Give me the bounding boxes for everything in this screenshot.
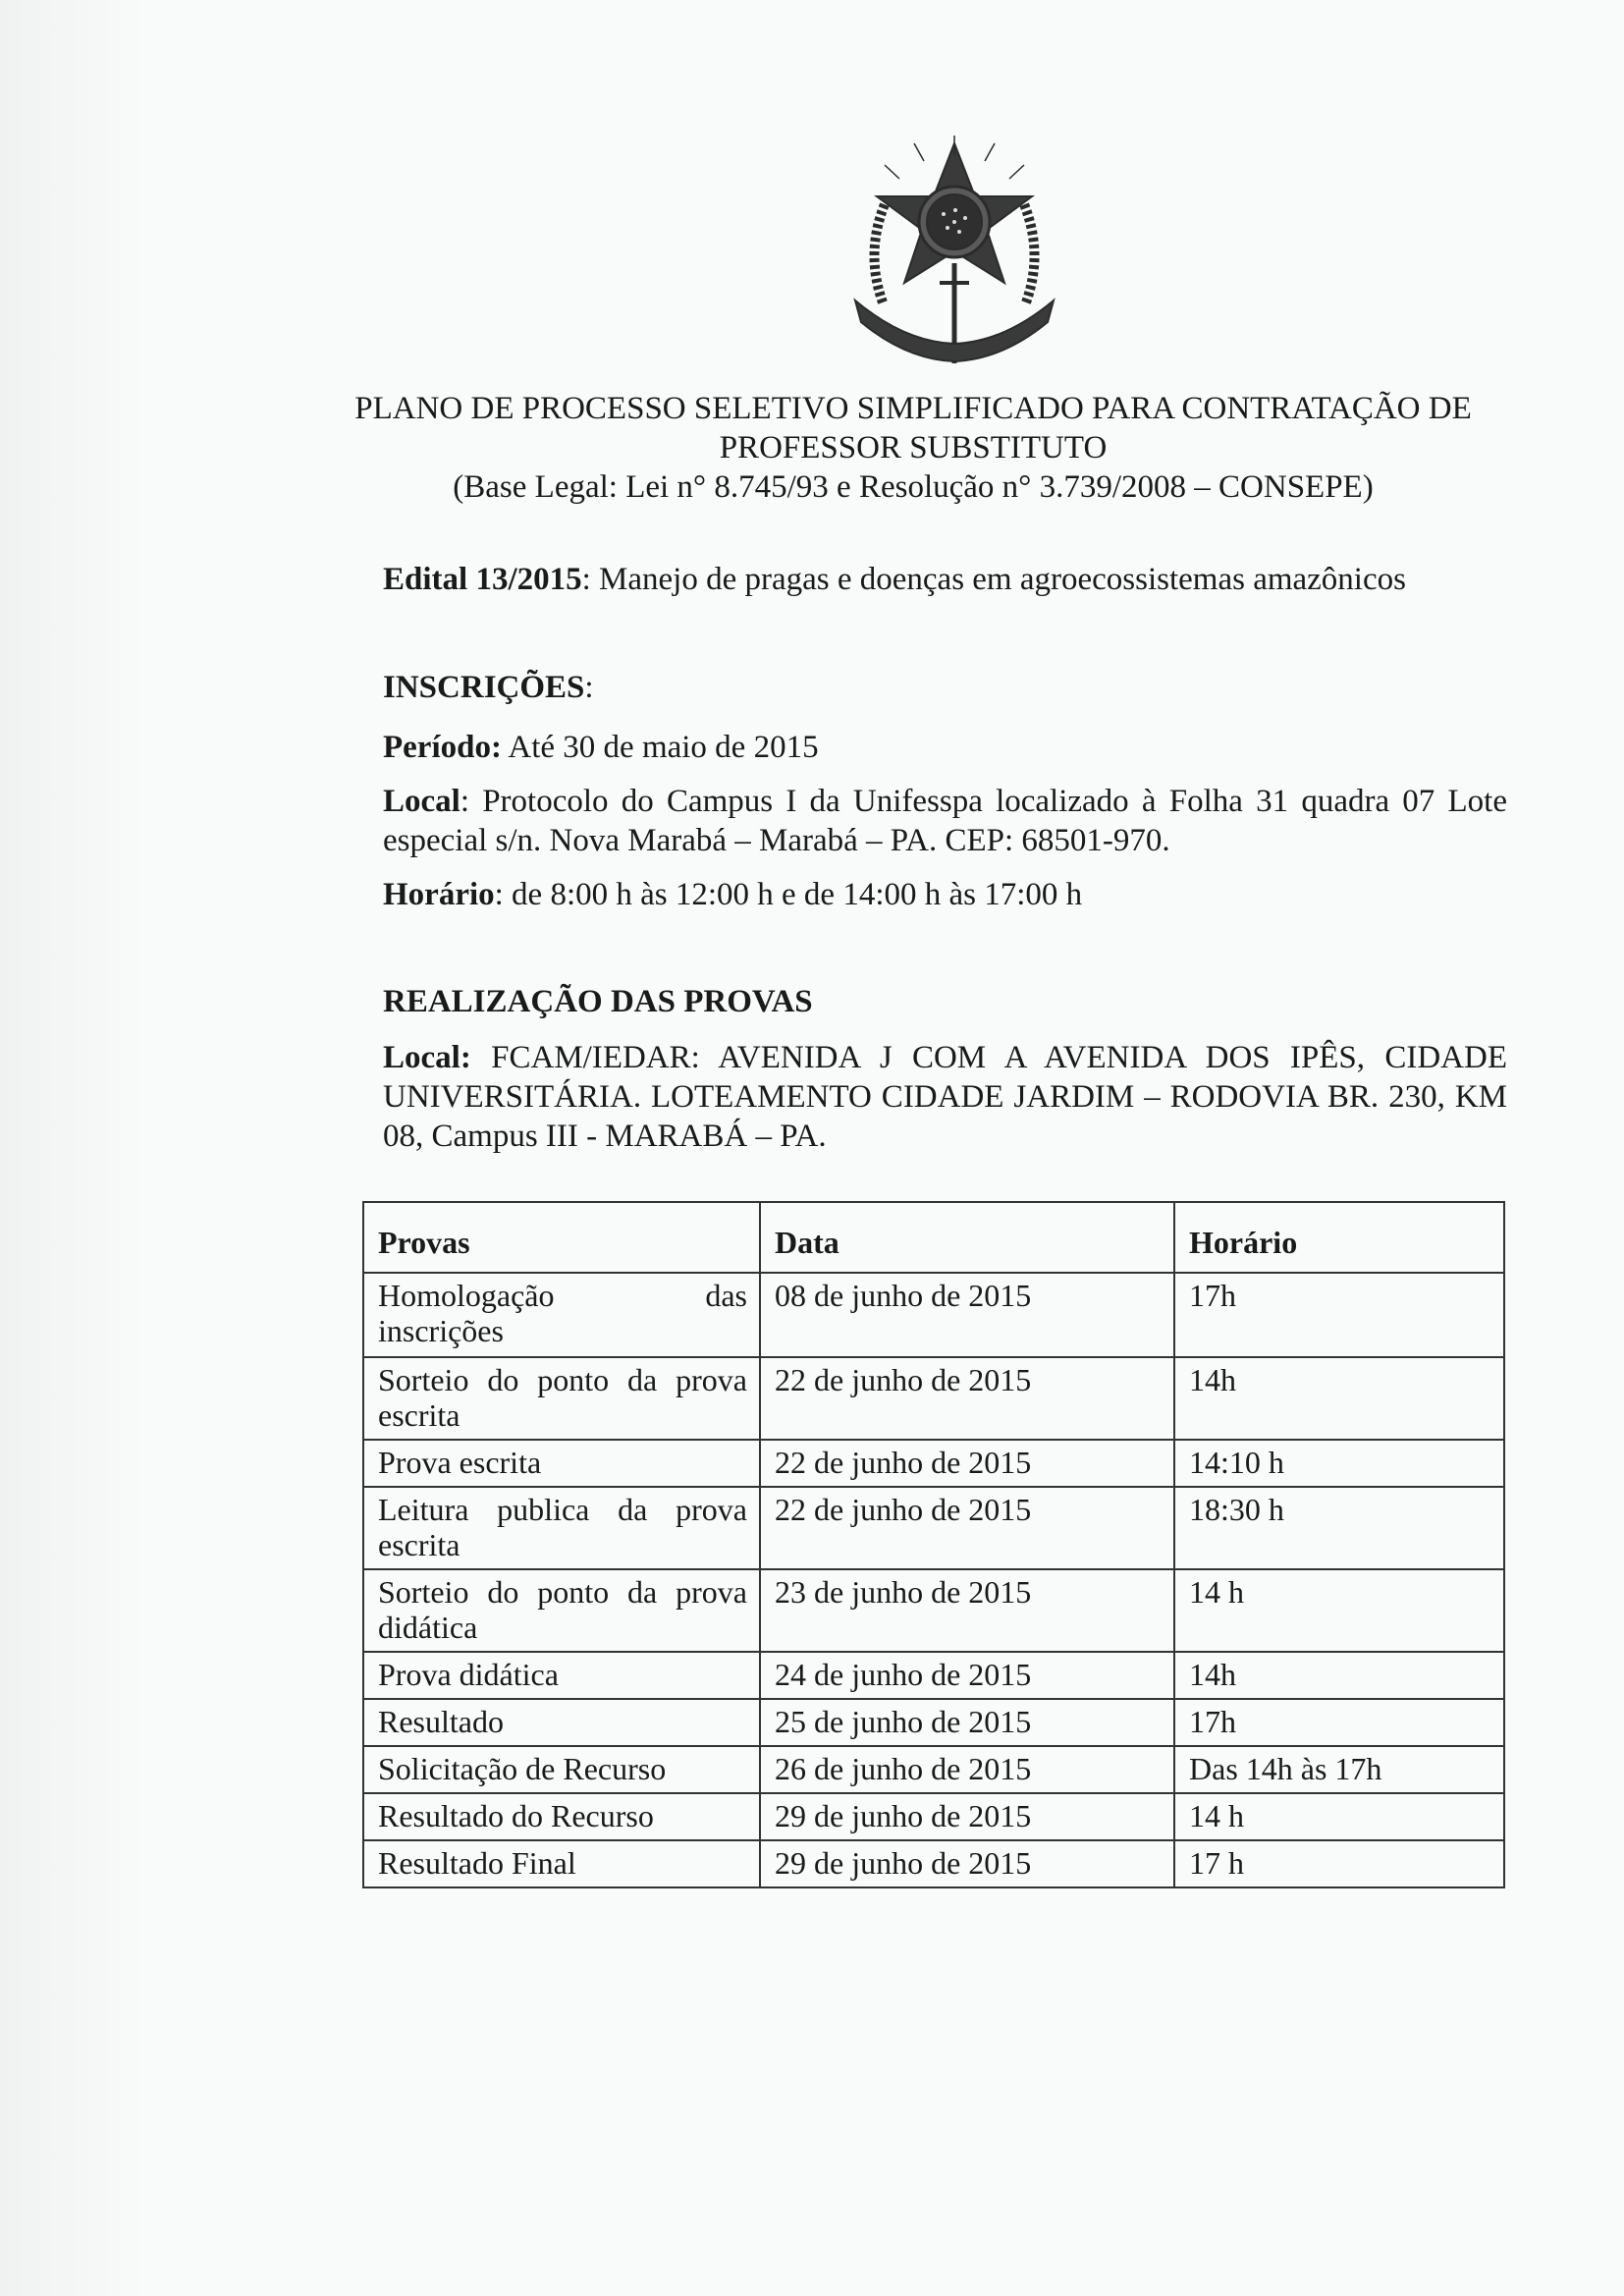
column-header-data: Data (760, 1202, 1174, 1273)
column-header-horario: Horário (1174, 1202, 1504, 1273)
provas-local-text-1: FCAM/IEDAR: AVENIDA J COM A AVENIDA DOS IPÊS, CIDADE (470, 1040, 1507, 1075)
provas-section-title: REALIZAÇÃO DAS PROVAS (383, 984, 813, 1019)
table-row (363, 1840, 1504, 1887)
cell-data: 22 de junho de 2015 (760, 1487, 1174, 1569)
brazil-coat-of-arms-icon (845, 136, 1063, 363)
provas-local-line-2: UNIVERSITÁRIA. LOTEAMENTO CIDADE JARDIM – RODOVIA BR. 230, KM (383, 1079, 1507, 1115)
table-row (363, 1699, 1504, 1746)
cell-prova-line-2: didática (378, 1610, 478, 1645)
cell-horario: 18:30 h (1174, 1487, 1504, 1569)
cell-prova-line-2: escrita (378, 1527, 460, 1562)
cell-prova-line-1: Leitura publica da prova (378, 1492, 747, 1527)
cell-data: 22 de junho de 2015 (760, 1440, 1174, 1487)
cell-horario: 14 h (1174, 1569, 1504, 1652)
document-header (295, 389, 1532, 507)
table-row (363, 1746, 1504, 1793)
cell-data: 29 de junho de 2015 (760, 1793, 1174, 1840)
periodo-label: Período: (383, 730, 502, 765)
inscricoes-title (383, 668, 594, 707)
column-header-provas: Provas (363, 1202, 760, 1273)
cell-data: 25 de junho de 2015 (760, 1699, 1174, 1746)
periodo-line (383, 728, 1507, 767)
table-row (363, 1357, 1504, 1440)
edital-label: Edital 13/2015 (383, 562, 582, 597)
table-row (363, 1793, 1504, 1840)
horario-label: Horário (383, 877, 495, 912)
cell-horario: Das 14h às 17h (1174, 1746, 1504, 1793)
table-row (363, 1569, 1504, 1652)
edital-text: : Manejo de pragas e doenças em agroecossistemas amazônicos (581, 562, 1406, 597)
periodo-value: Até 30 de maio de 2015 (501, 730, 819, 765)
cell-horario: 17h (1174, 1699, 1504, 1746)
cell-prova (363, 1569, 760, 1652)
cell-prova (363, 1357, 760, 1440)
inscricoes-local-label: Local (383, 784, 460, 819)
cell-prova-line-1: Homologação das (378, 1278, 747, 1313)
provas-local-line-1 (383, 1038, 1507, 1077)
inscricoes-local-line-1 (383, 782, 1507, 821)
cell-prova (363, 1273, 760, 1357)
cell-horario: 14 h (1174, 1793, 1504, 1840)
table-row (363, 1487, 1504, 1569)
cell-prova (363, 1487, 760, 1569)
inscricoes-local-value-2: especial s/n. Nova Marabá – Marabá – PA. CEP: 68501-970. (383, 823, 1170, 858)
cell-prova-line-1: Sorteio do ponto da prova (378, 1362, 747, 1397)
table-row (363, 1652, 1504, 1699)
table-row (363, 1440, 1504, 1487)
cell-data: 23 de junho de 2015 (760, 1569, 1174, 1652)
provas-local-label: Local: (383, 1040, 471, 1075)
scan-edge-shadow (0, 0, 147, 2296)
cell-data: 26 de junho de 2015 (760, 1746, 1174, 1793)
inscricoes-local (383, 782, 1507, 860)
cell-data: 29 de junho de 2015 (760, 1840, 1174, 1887)
horario-line (383, 875, 1507, 914)
cell-prova-line-2: inscrições (378, 1313, 504, 1348)
cell-data: 22 de junho de 2015 (760, 1357, 1174, 1440)
cell-prova-line-2: escrita (378, 1397, 460, 1433)
cell-horario: 14h (1174, 1357, 1504, 1440)
inscricoes-local-value-1: : Protocolo do Campus I da Unifesspa localizado à Folha 31 quadra 07 Lote (460, 784, 1507, 819)
cell-prova: Resultado Final (363, 1840, 760, 1887)
inscricoes-title-text: INSCRIÇÕES (383, 670, 585, 705)
cell-horario: 14:10 h (1174, 1440, 1504, 1487)
horario-value: : de 8:00 h às 12:00 h e de 14:00 h às 17:00 h (494, 877, 1083, 912)
header-legal-basis: (Base Legal: Lei n° 8.745/93 e Resolução n° 3.739/2008 – CONSEPE) (453, 469, 1374, 505)
header-title-line-1: PLANO DE PROCESSO SELETIVO SIMPLIFICADO PARA CONTRATAÇÃO DE (354, 391, 1472, 426)
cell-prova: Prova didática (363, 1652, 760, 1699)
table-header-row (363, 1202, 1504, 1273)
header-title-line-2: PROFESSOR SUBSTITUTO (719, 430, 1108, 465)
cell-data: 08 de junho de 2015 (760, 1273, 1174, 1357)
cell-prova-line-1: Sorteio do ponto da prova (378, 1574, 747, 1610)
schedule-table (362, 1201, 1505, 1888)
edital-line (383, 560, 1522, 599)
cell-prova: Prova escrita (363, 1440, 760, 1487)
provas-local-line-3: 08, Campus III - MARABÁ – PA. (383, 1119, 827, 1154)
cell-data: 24 de junho de 2015 (760, 1652, 1174, 1699)
provas-local (383, 1038, 1507, 1156)
cell-prova: Resultado do Recurso (363, 1793, 760, 1840)
cell-prova: Resultado (363, 1699, 760, 1746)
cell-prova: Solicitação de Recurso (363, 1746, 760, 1793)
cell-horario: 14h (1174, 1652, 1504, 1699)
cell-horario: 17 h (1174, 1840, 1504, 1887)
inscricoes-title-colon: : (584, 670, 594, 705)
cell-horario: 17h (1174, 1273, 1504, 1357)
table-row (363, 1273, 1504, 1357)
